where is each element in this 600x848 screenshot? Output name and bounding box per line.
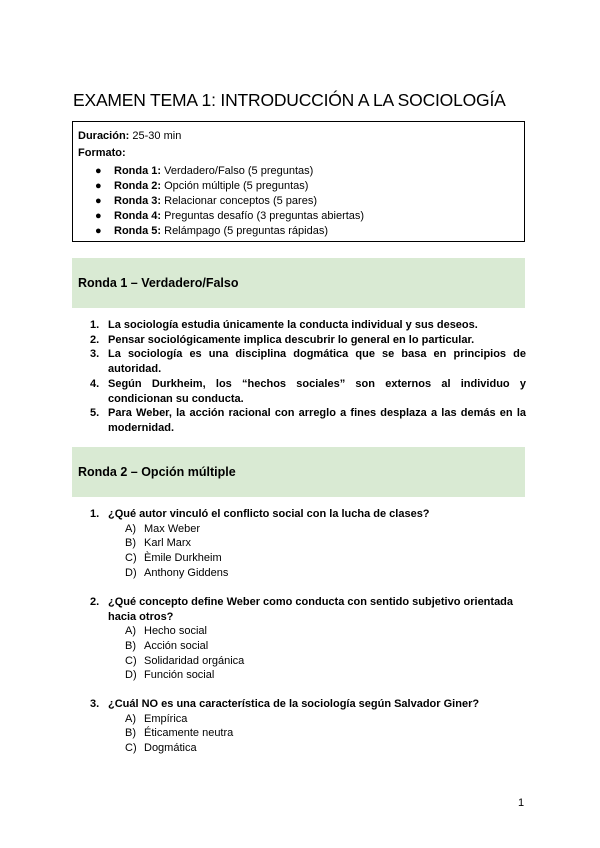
round1-question-list — [90, 318, 526, 436]
options-list — [90, 624, 526, 683]
bullet-icon: ● — [95, 180, 102, 192]
item-number: 2. — [90, 333, 100, 346]
option-text: Hecho social — [144, 625, 207, 638]
option-item — [90, 712, 526, 727]
question-block — [90, 697, 526, 756]
option-letter: C) — [125, 552, 137, 565]
list-item — [73, 209, 364, 224]
option-text: Max Weber — [144, 522, 201, 535]
duration-label: Duración: — [78, 130, 130, 142]
question-number: 1. — [90, 508, 100, 520]
round-label: Ronda 3: — [114, 195, 162, 207]
question-number: 2. — [90, 596, 100, 608]
options-list — [90, 712, 526, 756]
question-label: ¿Qué autor vinculó el conflicto social con la lucha de clases? — [108, 508, 430, 520]
option-letter: A) — [125, 522, 136, 535]
list-item — [90, 333, 526, 348]
round-desc: Relacionar conceptos (5 pares) — [164, 195, 317, 207]
option-item — [90, 741, 526, 756]
list-item — [73, 164, 364, 179]
option-letter: B) — [125, 640, 136, 653]
item-number: 1. — [90, 319, 100, 331]
list-item — [90, 318, 526, 333]
question-label: ¿Cuál NO es una característica de la sociología según Salvador Giner? — [108, 698, 480, 710]
option-letter: C) — [125, 742, 137, 755]
statement-text: Pensar sociológicamente implica descubrir lo general en lo particular. — [108, 333, 475, 346]
option-text: Acción social — [144, 640, 209, 653]
list-item — [90, 347, 526, 376]
question-number: 3. — [90, 698, 100, 710]
option-text: Karl Marx — [144, 537, 192, 550]
option-letter: B) — [125, 537, 136, 550]
question-text — [90, 507, 526, 522]
option-text: Empírica — [144, 712, 188, 725]
question-block — [90, 595, 526, 683]
round1-heading: Ronda 1 – Verdadero/Falso — [72, 258, 525, 308]
format-label: Formato: — [78, 147, 126, 159]
question-text — [90, 697, 526, 712]
statement-text: La sociología es una disciplina dogmática que se basa en principios de autoridad. — [108, 348, 526, 376]
item-number: 5. — [90, 407, 100, 420]
question-block — [90, 507, 526, 580]
option-letter: D) — [125, 669, 137, 682]
round-desc: Preguntas desafío (3 preguntas abiertas) — [164, 210, 365, 222]
option-text: Èmile Durkheim — [144, 552, 222, 565]
option-item — [90, 551, 526, 566]
round2-heading: Ronda 2 – Opción múltiple — [72, 447, 525, 497]
duration-value: 25-30 min — [132, 130, 182, 142]
bullet-icon: ● — [95, 195, 102, 207]
bullet-icon: ● — [95, 225, 102, 237]
list-item — [73, 179, 364, 194]
item-number: 3. — [90, 348, 100, 361]
option-letter: A) — [125, 625, 136, 638]
page-title: EXAMEN TEMA 1: INTRODUCCIÓN A LA SOCIOLOGÍA — [73, 90, 506, 110]
duration-line — [78, 129, 181, 144]
list-item — [73, 224, 364, 239]
list-item — [90, 406, 526, 435]
option-text: Solidaridad orgánica — [144, 654, 245, 667]
round-label: Ronda 5: — [114, 225, 162, 237]
round-label: Ronda 4: — [114, 210, 162, 222]
option-item — [90, 639, 526, 654]
bullet-icon: ● — [95, 210, 102, 222]
option-letter: D) — [125, 566, 137, 579]
item-number: 4. — [90, 377, 100, 390]
option-letter: A) — [125, 712, 136, 725]
option-item — [90, 522, 526, 537]
statement-text: Para Weber, la acción racional con arreglo a fines desplaza a las demás en la modernidad. — [108, 407, 526, 434]
bullet-icon: ● — [95, 165, 102, 177]
option-item — [90, 726, 526, 741]
list-item — [90, 377, 526, 406]
round-format-list — [73, 164, 364, 239]
round-label: Ronda 2: — [114, 180, 162, 192]
list-item — [73, 194, 364, 209]
option-item — [90, 654, 526, 669]
option-text: Función social — [144, 669, 215, 682]
round-label: Ronda 1: — [114, 165, 162, 177]
option-item — [90, 566, 526, 581]
option-text: Éticamente neutra — [144, 727, 234, 740]
exam-info-box — [72, 121, 525, 242]
option-letter: B) — [125, 727, 136, 740]
question-text — [90, 595, 526, 624]
options-list — [90, 522, 526, 581]
option-item — [90, 668, 526, 683]
statement-text: Según Durkheim, los “hechos sociales” son externos al individuo y condicionan su conducta. — [108, 377, 526, 405]
question-label: ¿Qué concepto define Weber como conducta con sentido subjetivo orientada hacia otros? — [108, 596, 514, 623]
option-letter: C) — [125, 654, 137, 667]
option-text: Anthony Giddens — [144, 566, 229, 579]
statement-text: La sociología estudia únicamente la conducta individual y sus deseos. — [108, 319, 478, 331]
option-item — [90, 536, 526, 551]
round-desc: Relámpago (5 preguntas rápidas) — [164, 225, 328, 237]
round-desc: Opción múltiple (5 preguntas) — [164, 180, 309, 192]
page-number: 1 — [518, 797, 525, 809]
option-item — [90, 624, 526, 639]
option-text: Dogmática — [144, 742, 197, 755]
round-desc: Verdadero/Falso (5 preguntas) — [164, 165, 314, 177]
